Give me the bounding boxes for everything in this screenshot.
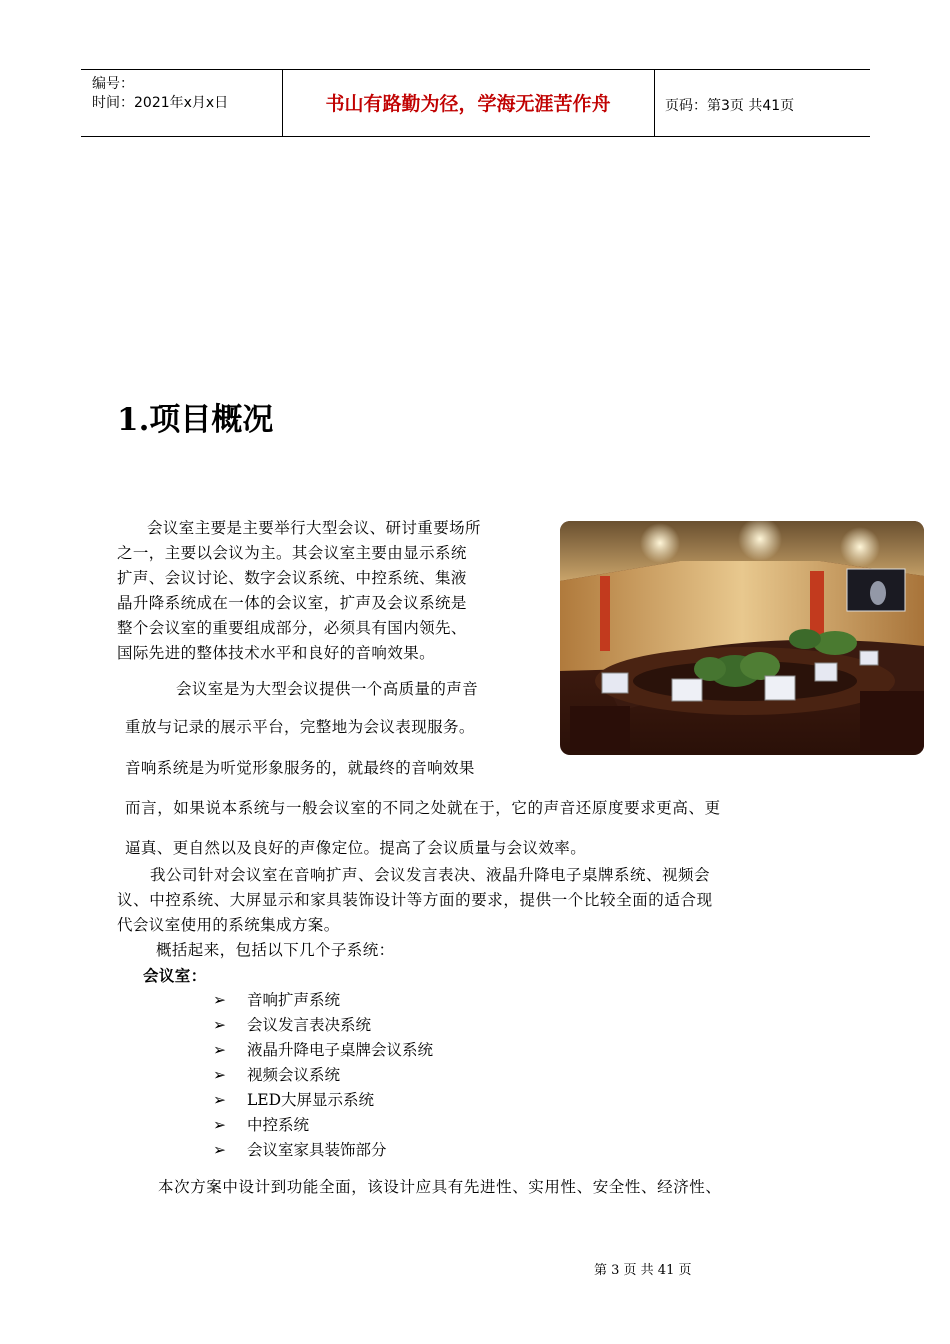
arrow-bullet-icon: ➢ (213, 1141, 226, 1159)
para3-line-2: 议、中控系统、大屏显示和家具装饰设计等方面的要求，提供一个比较全面的适合现 (117, 891, 713, 909)
footer-page-number: 第 3 页 共 41 页 (594, 1263, 692, 1278)
conference-room-photo (560, 521, 924, 755)
header-bottom-border (81, 136, 870, 137)
header-page-label: 页码：第3页 共41页 (665, 98, 795, 114)
arrow-bullet-icon: ➢ (213, 991, 226, 1009)
list-item: ➢ 会议发言表决系统 (213, 1016, 372, 1034)
para2-line-5: 逼真、更自然以及良好的声像定位。提高了会议质量与会议效率。 (125, 839, 587, 857)
arrow-bullet-icon: ➢ (213, 1041, 226, 1059)
para2-line-2: 重放与记录的展示平台，完整地为会议表现服务。 (125, 718, 475, 736)
para1-line-6: 国际先进的整体技术水平和良好的音响效果。 (117, 644, 436, 662)
header-time-label: 时间：2021年x月x日 (92, 95, 229, 111)
list-item: ➢ 视频会议系统 (213, 1066, 341, 1084)
para1-line-3: 扩声、会议讨论、数字会议系统、中控系统、集液 (117, 569, 467, 587)
para1-line-1: 会议室主要是主要举行大型会议、研讨重要场所 (147, 519, 481, 537)
list-item: ➢ LED大屏显示系统 (213, 1091, 375, 1109)
para3-line-1: 我公司针对会议室在音响扩声、会议发言表决、液晶升降电子桌牌系统、视频会 (150, 866, 711, 884)
para4: 概括起来，包括以下几个子系统： (156, 941, 395, 959)
para3-line-3: 代会议室使用的系统集成方案。 (117, 916, 340, 934)
para2-line-3: 音响系统是为听觉形象服务的，就最终的音响效果 (125, 759, 475, 777)
arrow-bullet-icon: ➢ (213, 1091, 226, 1109)
para5: 本次方案中设计到功能全面，该设计应具有先进性、实用性、安全性、经济性、 (158, 1178, 722, 1196)
list-item: ➢ 音响扩声系统 (213, 991, 341, 1009)
subheading-meeting-room: 会议室： (143, 966, 207, 985)
header-top-border (81, 69, 870, 70)
para1-line-4: 晶升降系统成在一体的会议室，扩声及会议系统是 (117, 594, 467, 612)
section-heading: 1.项目概况 (117, 402, 274, 438)
para2-line-4: 而言，如果说本系统与一般会议室的不同之处就在于，它的声音还原度要求更高、更 (125, 799, 721, 817)
list-item: ➢ 会议室家具装饰部分 (213, 1141, 387, 1159)
para1-line-5: 整个会议室的重要组成部分，必须具有国内领先、 (117, 619, 467, 637)
arrow-bullet-icon: ➢ (213, 1066, 226, 1084)
header-motto: 书山有路勤为径，学海无涯苦作舟 (325, 93, 611, 115)
para2-line-1: 会议室是为大型会议提供一个高质量的声音 (176, 680, 479, 698)
list-item: ➢ 中控系统 (213, 1116, 310, 1134)
arrow-bullet-icon: ➢ (213, 1116, 226, 1134)
header-number-label: 编号： (92, 76, 134, 92)
para1-line-2: 之一，主要以会议为主。其会议室主要由显示系统 (117, 544, 467, 562)
list-item: ➢ 液晶升降电子桌牌会议系统 (213, 1041, 434, 1059)
arrow-bullet-icon: ➢ (213, 1016, 226, 1034)
header-divider-right (654, 69, 655, 136)
